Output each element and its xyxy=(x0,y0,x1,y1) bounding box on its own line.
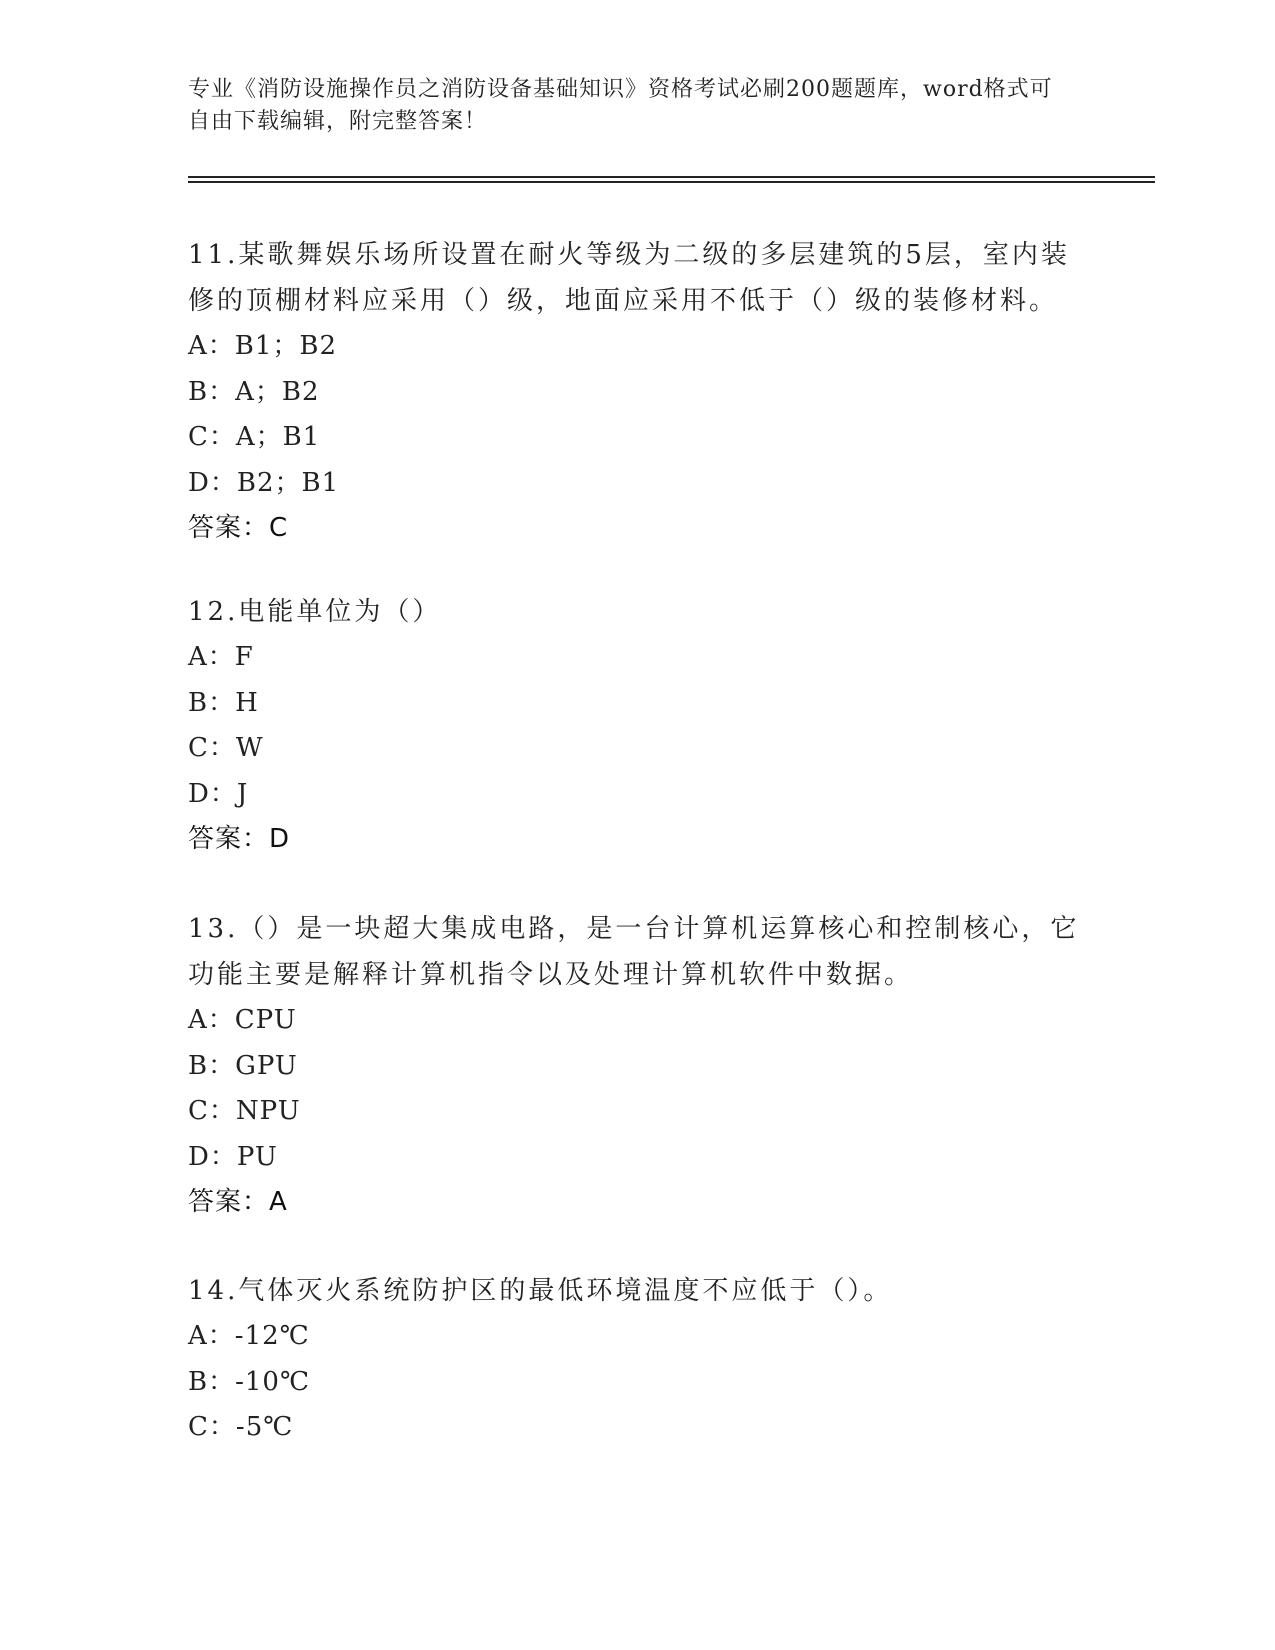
option-text: F xyxy=(234,642,254,672)
option-text: PU xyxy=(236,1141,278,1172)
option-text: H xyxy=(235,687,259,718)
option-c xyxy=(188,415,1088,461)
option-label: D： xyxy=(188,778,237,809)
option-text: B1；B2 xyxy=(234,331,338,361)
option-b xyxy=(188,1360,1088,1406)
question-stem: 13.（）是一块超大集成电路，是一台计算机运算核心和控制核心，它功能主要是解释计算机指令以及处理计算机软件中数据。 xyxy=(188,914,1080,990)
option-text: NPU xyxy=(235,1096,301,1126)
option-text: CPU xyxy=(234,1005,297,1035)
option-a xyxy=(188,998,1088,1044)
option-d xyxy=(188,1135,1088,1181)
option-text: B2；B1 xyxy=(236,467,340,498)
option-label: C： xyxy=(188,1096,236,1126)
header-divider-bottom xyxy=(188,181,1155,183)
option-d xyxy=(188,461,1088,507)
answer-text: 答案：A xyxy=(188,1187,288,1217)
question-stem: 11.某歌舞娱乐场所设置在耐火等级为二级的多层建筑的5层，室内装修的顶棚材料应采用（）级，地面应采用不低于（）级的装修材料。 xyxy=(188,240,1070,316)
option-b xyxy=(188,681,1088,727)
option-label: B： xyxy=(188,376,236,407)
question-14 xyxy=(188,1268,1088,1451)
option-b xyxy=(188,370,1088,416)
option-a xyxy=(188,324,1088,370)
option-label: D： xyxy=(188,1141,237,1172)
option-c xyxy=(188,726,1088,772)
option-c xyxy=(188,1089,1088,1135)
option-text: A；B2 xyxy=(235,376,320,407)
option-text: A；B1 xyxy=(235,422,321,452)
option-label: C： xyxy=(188,422,236,452)
option-a xyxy=(188,635,1088,681)
option-c xyxy=(188,1405,1088,1451)
question-stem: 14.气体灭火系统防护区的最低环境温度不应低于（）。 xyxy=(188,1276,893,1306)
option-text: GPU xyxy=(235,1050,298,1081)
option-label: D： xyxy=(188,467,237,498)
option-label: C： xyxy=(188,733,236,763)
answer-text: 答案：D xyxy=(188,824,291,854)
option-text: W xyxy=(235,733,264,763)
question-12 xyxy=(188,589,1088,863)
option-text: -10℃ xyxy=(235,1366,311,1397)
option-b xyxy=(188,1044,1088,1090)
answer-text: 答案：C xyxy=(188,513,289,543)
option-text: -12℃ xyxy=(234,1321,310,1351)
question-stem: 12.电能单位为（） xyxy=(188,597,442,627)
option-text: -5℃ xyxy=(235,1412,294,1442)
option-label: A： xyxy=(188,331,235,361)
question-13 xyxy=(188,906,1088,1226)
question-11 xyxy=(188,232,1088,552)
option-label: B： xyxy=(188,1366,236,1397)
option-text: J xyxy=(236,778,249,809)
option-label: B： xyxy=(188,1050,236,1081)
option-label: A： xyxy=(188,1321,235,1351)
option-label: B： xyxy=(188,687,236,718)
document-header: 专业《消防设施操作员之消防设备基础知识》资格考试必刷200题题库，word格式可自由下载编辑，附完整答案！ xyxy=(188,77,1053,134)
option-label: C： xyxy=(188,1412,236,1442)
option-a xyxy=(188,1314,1088,1360)
option-d xyxy=(188,772,1088,818)
header-divider-top xyxy=(188,176,1155,178)
option-label: A： xyxy=(188,1005,235,1035)
option-label: A： xyxy=(188,642,235,672)
